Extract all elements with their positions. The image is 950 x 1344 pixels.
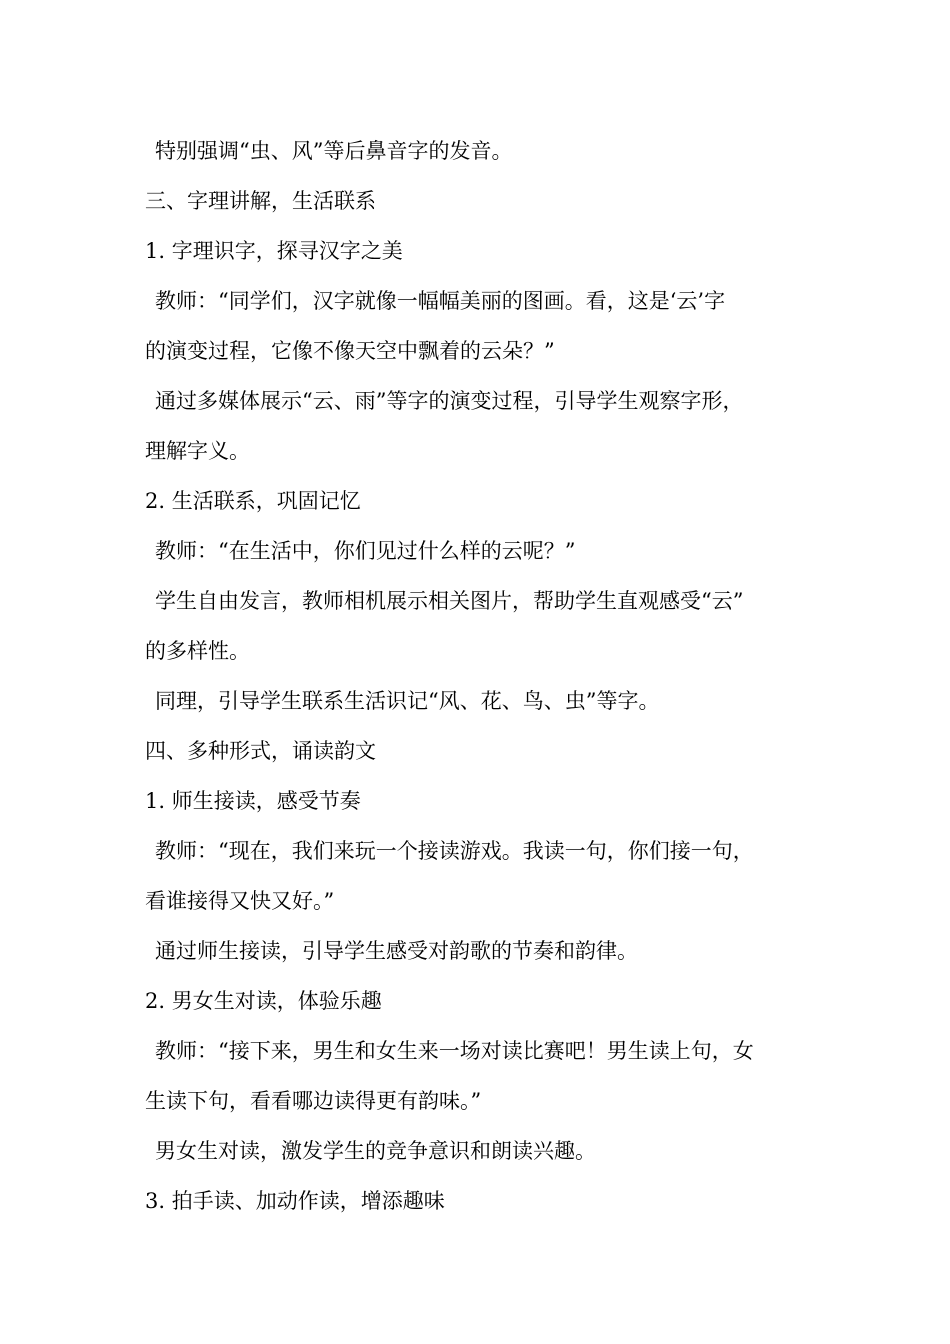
paragraph-line: 同理，引导学生联系生活识记“风、花、鸟、虫”等字。 (155, 689, 660, 713)
paragraph-line: 看谁接得又快又好。” (145, 889, 335, 913)
paragraph-line: 学生自由发言，教师相机展示相关图片，帮助学生直观感受“云” (155, 589, 744, 613)
paragraph-line: 特别强调“虫、风”等后鼻音字的发音。 (155, 139, 513, 163)
subsection-heading: 1. 字理识字，探寻汉字之美 (145, 239, 403, 263)
paragraph-line: 教师：“同学们，汉字就像一幅幅美丽的图画。看，这是‘云’字 (155, 289, 726, 313)
paragraph-line: 的演变过程，它像不像天空中飘着的云朵？” (145, 339, 555, 363)
subsection-heading: 1. 师生接读，感受节奏 (145, 789, 361, 813)
paragraph-line: 生读下句，看看哪边读得更有韵味。” (145, 1089, 482, 1113)
paragraph-line: 通过多媒体展示“云、雨”等字的演变过程，引导学生观察字形， (155, 389, 744, 413)
subsection-heading: 3. 拍手读、加动作读，增添趣味 (145, 1189, 445, 1213)
paragraph-line: 通过师生接读，引导学生感受对韵歌的节奏和韵律。 (155, 939, 638, 963)
subsection-heading: 2. 男女生对读，体验乐趣 (145, 989, 382, 1013)
paragraph-line: 教师：“接下来，男生和女生来一场对读比赛吧！男生读上句，女 (155, 1039, 754, 1063)
paragraph-line: 的多样性。 (145, 639, 250, 663)
document-body (145, 126, 813, 1226)
section-heading: 四、多种形式，诵读韵文 (145, 739, 376, 763)
paragraph-line: 男女生对读，激发学生的竞争意识和朗读兴趣。 (155, 1139, 596, 1163)
subsection-heading: 2. 生活联系，巩固记忆 (145, 489, 361, 513)
paragraph-line: 教师：“在生活中，你们见过什么样的云呢？” (155, 539, 576, 563)
paragraph-line: 教师：“现在，我们来玩一个接读游戏。我读一句，你们接一句， (155, 839, 754, 863)
paragraph-line: 理解字义。 (145, 439, 250, 463)
section-heading: 三、字理讲解，生活联系 (145, 189, 376, 213)
